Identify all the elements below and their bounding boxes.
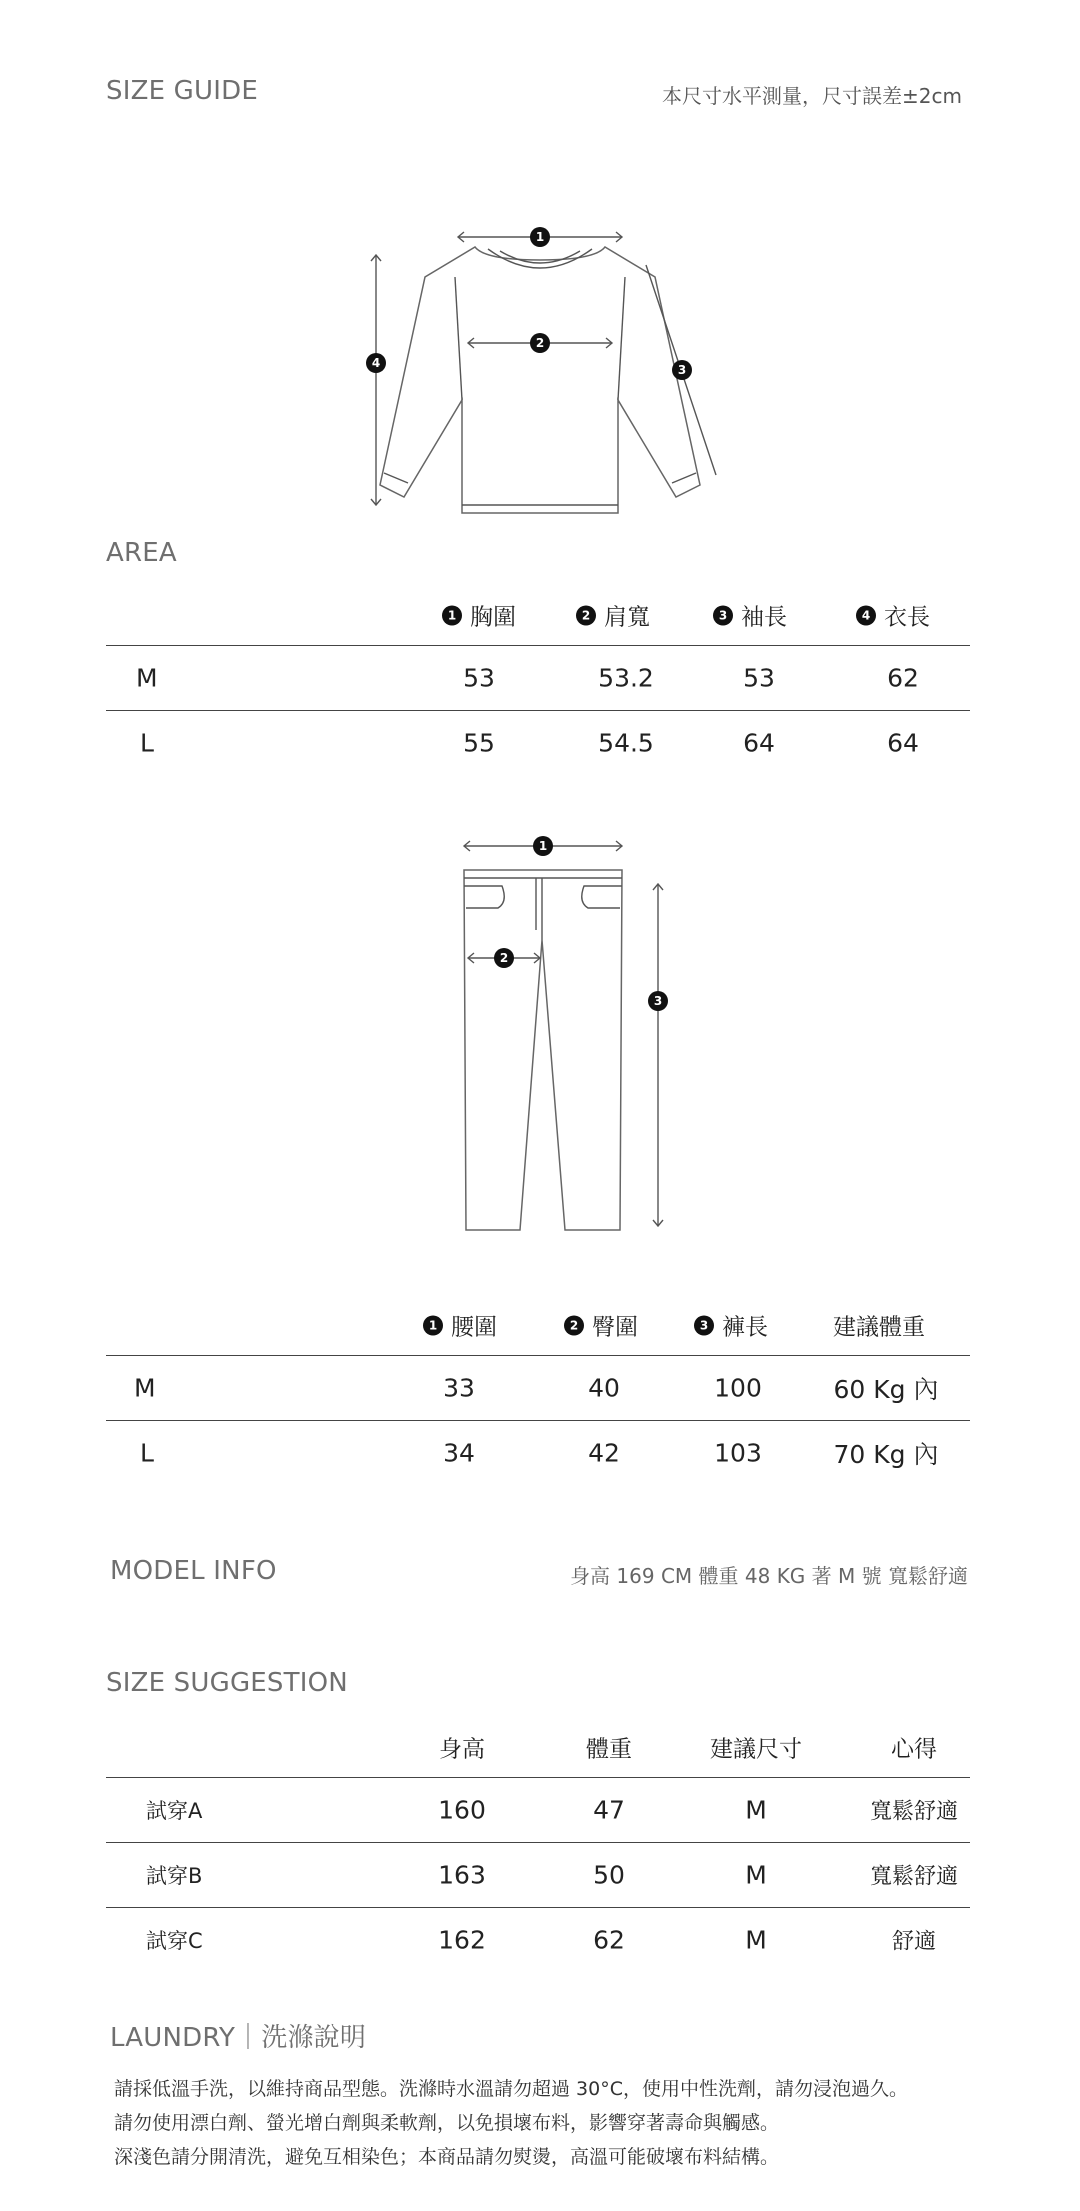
value-cell: 62 xyxy=(887,663,919,693)
header-comment: 心得 xyxy=(891,1736,937,1763)
badge-3: 3 xyxy=(713,605,733,625)
value-cell: 舒適 xyxy=(891,1929,937,1955)
value-cell: 64 xyxy=(743,728,775,758)
table-row xyxy=(106,1907,970,1972)
size-label: L xyxy=(140,728,154,758)
value-cell: 54.5 xyxy=(598,728,654,758)
value-cell: 34 xyxy=(443,1438,475,1468)
table-row xyxy=(106,1355,970,1420)
laundry-line: 請採低溫手洗，以維持商品型態。洗滌時水溫請勿超過 30°C，使用中性洗劑，請勿浸泡過久。 xyxy=(114,2078,908,2100)
value-cell: 64 xyxy=(887,728,919,758)
header-suggested-size: 建議尺寸 xyxy=(710,1736,802,1763)
bottom-table-header xyxy=(106,1295,970,1355)
table-row xyxy=(106,1777,970,1842)
sweater-outline xyxy=(380,247,700,513)
badge-4: 4 xyxy=(856,605,876,625)
measurement-note: 本尺寸水平測量，尺寸誤差±2cm xyxy=(662,84,962,108)
table-row xyxy=(106,1420,970,1485)
header-suggested-weight: 建議體重 xyxy=(833,1314,925,1341)
value-cell: 寬鬆舒適 xyxy=(869,1864,959,1890)
value-cell: 53 xyxy=(463,663,495,693)
model-info-text: 身高 169 CM 體重 48 KG 著 M 號 寬鬆舒適 xyxy=(570,1564,968,1588)
value-cell: M xyxy=(745,1860,767,1890)
top-diagram xyxy=(360,215,720,515)
badge-2-label: 2 xyxy=(535,336,545,350)
size-label: L xyxy=(140,1438,154,1468)
pants-badge-1-label: 1 xyxy=(538,839,548,853)
value-cell: 60 Kg 內 xyxy=(833,1375,939,1404)
top-table-header xyxy=(106,585,970,645)
header-length: 衣長 xyxy=(884,604,930,631)
value-cell: 62 xyxy=(593,1925,625,1955)
header-hip: 臀圍 xyxy=(592,1314,638,1341)
value-cell: 100 xyxy=(714,1373,762,1403)
bottom-size-table xyxy=(106,1295,970,1485)
value-cell: M xyxy=(745,1925,767,1955)
value-cell: 103 xyxy=(714,1438,762,1468)
value-cell: 53.2 xyxy=(598,663,654,693)
header-sleeve: 袖長 xyxy=(741,604,787,631)
table-row xyxy=(106,645,970,710)
value-cell: 55 xyxy=(463,728,495,758)
laundry-instructions xyxy=(114,2072,908,2174)
value-cell: 53 xyxy=(743,663,775,693)
header-chest: 胸圍 xyxy=(470,604,516,631)
table-row xyxy=(106,710,970,775)
header-height: 身高 xyxy=(439,1736,485,1763)
header-pants-length: 褲長 xyxy=(722,1314,768,1341)
size-suggestion-title: SIZE SUGGESTION xyxy=(106,1668,348,1698)
badge-1: 1 xyxy=(423,1315,443,1335)
badge-2: 2 xyxy=(564,1315,584,1335)
trial-name: 試穿B xyxy=(146,1864,203,1888)
header-waist: 腰圍 xyxy=(451,1314,497,1341)
header-shoulder: 肩寬 xyxy=(604,604,650,631)
pants-diagram xyxy=(450,830,690,1240)
badge-3: 3 xyxy=(694,1315,714,1335)
pants-outline xyxy=(464,870,622,1230)
value-cell: 70 Kg 內 xyxy=(833,1440,939,1469)
value-cell: M xyxy=(745,1795,767,1825)
badge-1-label: 1 xyxy=(535,230,545,244)
model-info-title: MODEL INFO xyxy=(110,1556,277,1586)
value-cell: 42 xyxy=(588,1438,620,1468)
pants-badge-3-label: 3 xyxy=(653,994,663,1008)
suggestion-table-header xyxy=(106,1717,970,1777)
top-size-table xyxy=(106,585,970,775)
laundry-line: 深淺色請分開清洗，避免互相染色；本商品請勿熨燙，高溫可能破壞布料結構。 xyxy=(114,2146,780,2168)
value-cell: 50 xyxy=(593,1860,625,1890)
badge-1: 1 xyxy=(442,605,462,625)
pants-badge-2-label: 2 xyxy=(499,951,509,965)
trial-name: 試穿C xyxy=(146,1929,203,1953)
badge-4-label: 4 xyxy=(371,356,381,370)
header-weight: 體重 xyxy=(586,1736,632,1763)
value-cell: 160 xyxy=(438,1795,486,1825)
laundry-title: LAUNDRY｜洗滌說明 xyxy=(110,2023,367,2053)
table-row xyxy=(106,1842,970,1907)
area-title: AREA xyxy=(106,538,177,568)
badge-2: 2 xyxy=(576,605,596,625)
size-label: M xyxy=(134,1373,156,1403)
value-cell: 163 xyxy=(438,1860,486,1890)
trial-name: 試穿A xyxy=(146,1799,203,1823)
value-cell: 寬鬆舒適 xyxy=(869,1799,959,1825)
value-cell: 33 xyxy=(443,1373,475,1403)
value-cell: 40 xyxy=(588,1373,620,1403)
size-label: M xyxy=(136,663,158,693)
size-guide-title: SIZE GUIDE xyxy=(106,76,258,106)
size-suggestion-table xyxy=(106,1717,970,1972)
value-cell: 162 xyxy=(438,1925,486,1955)
value-cell: 47 xyxy=(593,1795,625,1825)
badge-3-label: 3 xyxy=(677,363,687,377)
laundry-line: 請勿使用漂白劑、螢光增白劑與柔軟劑，以免損壞布料，影響穿著壽命與觸感。 xyxy=(114,2112,780,2134)
